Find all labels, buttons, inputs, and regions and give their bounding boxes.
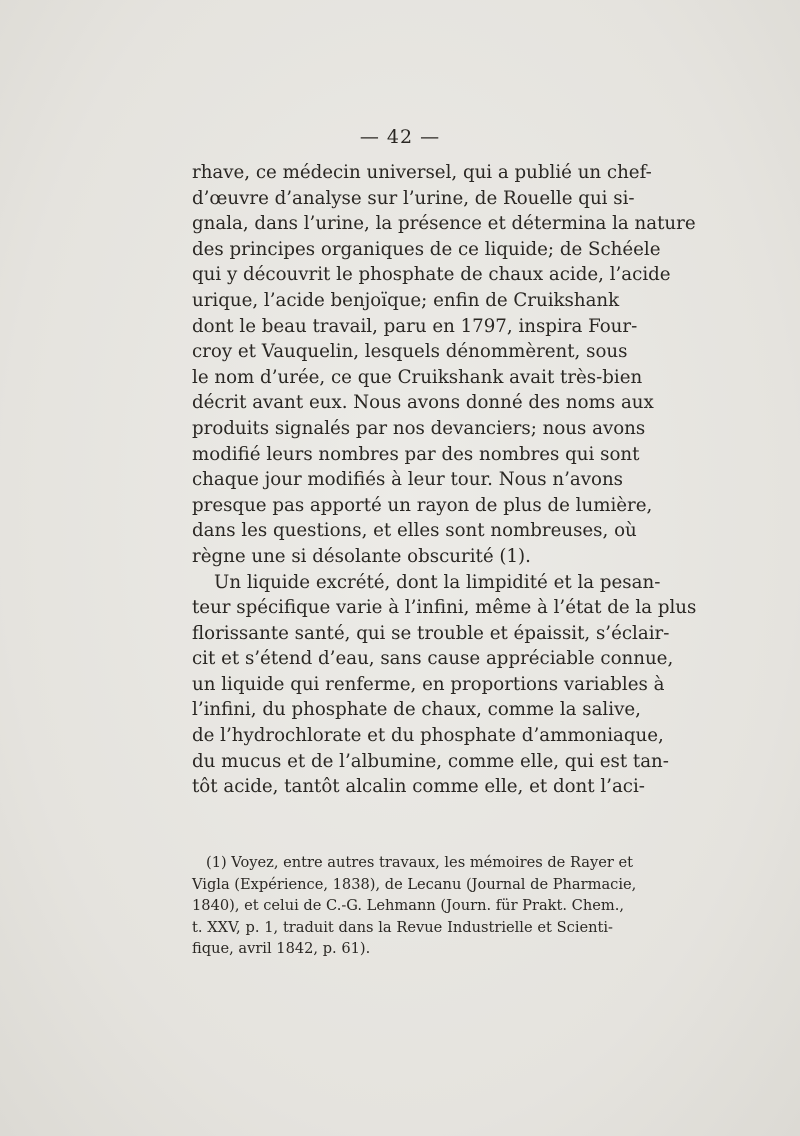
text-line: d’œuvre d’analyse sur l’urine, de Rouelle qui si- [192,187,635,209]
text-line: de l’hydrochlorate et du phosphate d’ammoniaque, [192,725,664,747]
footnote-line: Vigla (Expérience, 1838), de Lecanu (Journal de Pharmacie, [192,875,637,893]
text-line: Un liquide excrété, dont la limpidité et la pesan- [214,571,661,593]
paragraph-2 [192,570,697,800]
text-line: rhave, ce médecin universel, qui a publié un chef- [192,162,652,183]
main-text [192,160,697,800]
footnote [192,852,637,960]
paragraph-1 [192,160,696,570]
footnote-line: 1840), et celui de C.-G. Lehmann (Journ. für Prakt. Chem., [192,897,624,914]
page-number: — 42 — [359,126,441,148]
text-line: le nom d’urée, ce que Cruikshank avait très-bien [192,366,643,388]
text-line: un liquide qui renferme, en proportions variables à [192,673,665,695]
text-line: chaque jour modifiés à leur tour. Nous n’avons [192,469,624,491]
text-line: dont le beau travail, paru en 1797, inspira Four- [192,315,638,337]
text-line: dans les questions, et elles sont nombreuses, où [192,520,637,542]
text-line: tôt acide, tantôt alcalin comme elle, et dont l’aci- [192,776,645,798]
text-line: teur spécifique varie à l’infini, même à l’état de la plus [192,597,697,619]
text-line: presque pas apporté un rayon de plus de lumière, [192,494,653,516]
text-line: cit et s’étend d’eau, sans cause appréciable connue, [192,648,674,670]
footnote-line: t. XXV, p. 1, traduit dans la Revue Industrielle et Scienti- [192,918,613,936]
text-line: gnala, dans l’urine, la présence et détermina la nature [192,213,696,235]
footnote-line: fique, avril 1842, p. 61). [192,940,371,957]
text-line: qui y découvrit le phosphate de chaux acide, l’acide [192,264,671,286]
text-line: croy et Vauquelin, lesquels dénommèrent, sous [192,341,628,363]
text-line: du mucus et de l’albumine, comme elle, qui est tan- [192,750,669,772]
text-line: règne une si désolante obscurité (1). [192,545,531,567]
text-line: florissante santé, qui se trouble et épaissit, s’éclair- [192,622,670,644]
text-line: l’infini, du phosphate de chaux, comme la salive, [192,699,641,721]
text-line: urique, l’acide benjoïque; enfin de Cruikshank [192,289,620,311]
text-line: modifié leurs nombres par des nombres qui sont [192,443,640,465]
text-line: produits signalés par nos devanciers; nous avons [192,417,646,439]
footnote-line: (1) Voyez, entre autres travaux, les mémoires de Rayer et [206,854,633,871]
text-line: décrit avant eux. Nous avons donné des noms aux [192,392,654,414]
text-line: des principes organiques de ce liquide; de Schéele [192,238,661,260]
